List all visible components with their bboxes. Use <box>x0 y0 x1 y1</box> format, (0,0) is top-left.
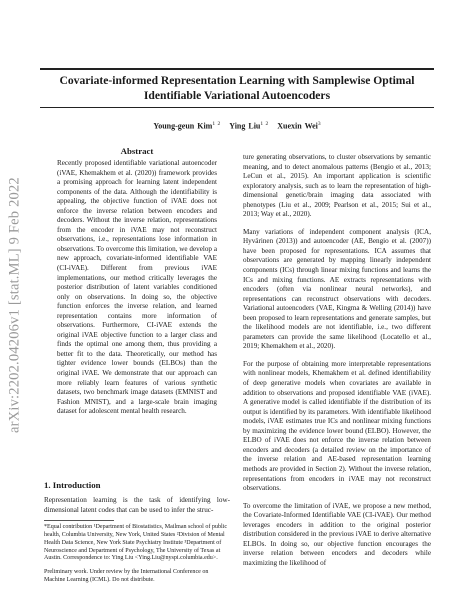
right-column <box>243 153 431 568</box>
right-paragraph-4: To overcome the limitation of iVAE, we propose a new method, the Covariate-Informed Identifiable VAE (CI-iVAE). Our method leverages encoders in addition to the original posterior distribution considered in the previous iVAE to derive alternative ELBOs. In doing so, our objective function encourages the inverse relation between encoders and decoders while maximizing the likelihood of <box>243 501 431 567</box>
right-paragraph-1: ture generating observations, to cluster observations by semantic meaning, and to detect anomalous patterns (Bengio et al., 2013; LeCun et al., 2015). An important application is scientific exploratory analysis, such as to learn the representation of high-dimensional genetic/brain imaging data associated with phenotypes (Liu et al., 2009; Pearlson et al., 2015; Sui et al., 2013; Way et al., 2020). <box>243 153 431 219</box>
author-name: Ying Liu <box>229 121 261 131</box>
author-affiliation: 1 2 <box>212 121 221 127</box>
title-line-1: Covariate-informed Representation Learning with Samplewise Optimal <box>59 74 415 87</box>
author-affiliation: 1 2 <box>260 121 269 127</box>
title-bottom-rule <box>40 107 434 108</box>
footnotes <box>44 524 230 585</box>
author-name: Young-geun Kim <box>153 121 213 131</box>
arxiv-identifier: arXiv:2202.04206v1 [stat.ML] 9 Feb 2022 <box>6 177 23 433</box>
footnote-rule <box>44 520 114 521</box>
intro-paragraph: Representation learning is the task of identifying low-dimensional latent codes that can be used to infer the struc- <box>44 496 230 514</box>
author-name: Xuexin Wei <box>277 121 318 131</box>
title-line-2: Identifiable Variational Autoencoders <box>143 88 331 102</box>
section-heading-introduction: 1. Introduction <box>44 480 101 490</box>
right-paragraph-2: Many variations of independent component analysis (ICA, Hyvärinen (2013)) and autoencoder (AE, Bengio et al. (2007)) have been proposed for representations. ICA assumes that observations are generated by mapping linearly independent components (ICs) through linear mixing functions and learns the ICs and mixing functions. AE extracts representations with encoders (often via nonlinear neural networks), and representations can reconstruct observations with decoders. Variational autoencoders (VAE, Kingma & Welling (2014)) have been proposed to learn representations and generate samples, but the likelihood models are not identifiable, i.e., two different parameters can provide the same likelihood (Locatello et al., 2019; Khemakhem et al., 2020). <box>243 227 431 351</box>
introduction-text-left <box>44 496 230 515</box>
preliminary-note: Preliminary work. Under review by the International Conference on Machine Learning (ICML). Do not distribute. <box>44 569 209 584</box>
paper-title <box>40 68 434 108</box>
author-list <box>40 121 434 131</box>
author-affiliation: 3 <box>317 121 321 127</box>
abstract-body <box>57 159 217 417</box>
affiliation-footnote: *Equal contribution ¹Department of Biostatistics, Mailman school of public health, Columbia University, New York, United States ²Division of Mental Health Data Science, New York State Psychiatry Institute ³Department of Neuroscience and Department of Psychology, The University of Texas at Austin. Correspondence to: Ying Liu <Ying.Liu@nyspi.columbia.edu>. <box>44 524 228 562</box>
abstract-heading: Abstract <box>120 146 154 156</box>
title-top-rule <box>40 68 434 70</box>
right-paragraph-3: For the purpose of obtaining more interpretable representations with nonlinear models, Khemakhem et al. defined identifiability of deep generative models when covariates are available in addition to observations and proposed identifiable VAE (iVAE). A generative model is called identifiable if the distribution of its output is identified by its parameters. With identifiable likelihood models, iVAE estimates true ICs and nonlinear mixing functions by maximizing the evidence lower bound (ELBO). However, the ELBO of iVAE does not enforce the inverse relation between encoders and decoders (a detailed review on the importance of the inverse relation and AE-based representation learning methods are provided in Section 2). Without the inverse relation, representations from encoders in iVAE may not reconstruct observations. <box>243 359 431 493</box>
abstract-text: Recently proposed identifiable variational autoencoder (iVAE, Khemakhem et al. (2020)) framework provides a promising approach for learning latent independent components of the data. Although the identifiability is appealing, the objective function of iVAE does not enforce the inverse relation between encoders and decoders. Without the inverse relation, representations from the encoder in iVAE may not reconstruct observations, i.e., representations lose information in observations. To overcome this limitation, we develop a new approach, covariate-informed identifiable VAE (CI-iVAE). Different from previous iVAE implementations, our method critically leverages the posterior distribution of latent variables conditioned only on observations. In doing so, the objective function enforces the inverse relation, and learned representation contains more information of observations. Furthermore, CI-iVAE extends the original iVAE objective function to a larger class and finds the optimal one among them, thus providing a better fit to the data. Theoretically, our method has tighter evidence lower bounds (ELBOs) than the original iVAE. We demonstrate that our approach can more reliably learn features of various synthetic datasets, two benchmark image datasets (EMNIST and Fashion MNIST), and a large-scale brain imaging dataset for adolescent mental health research. <box>57 159 217 416</box>
